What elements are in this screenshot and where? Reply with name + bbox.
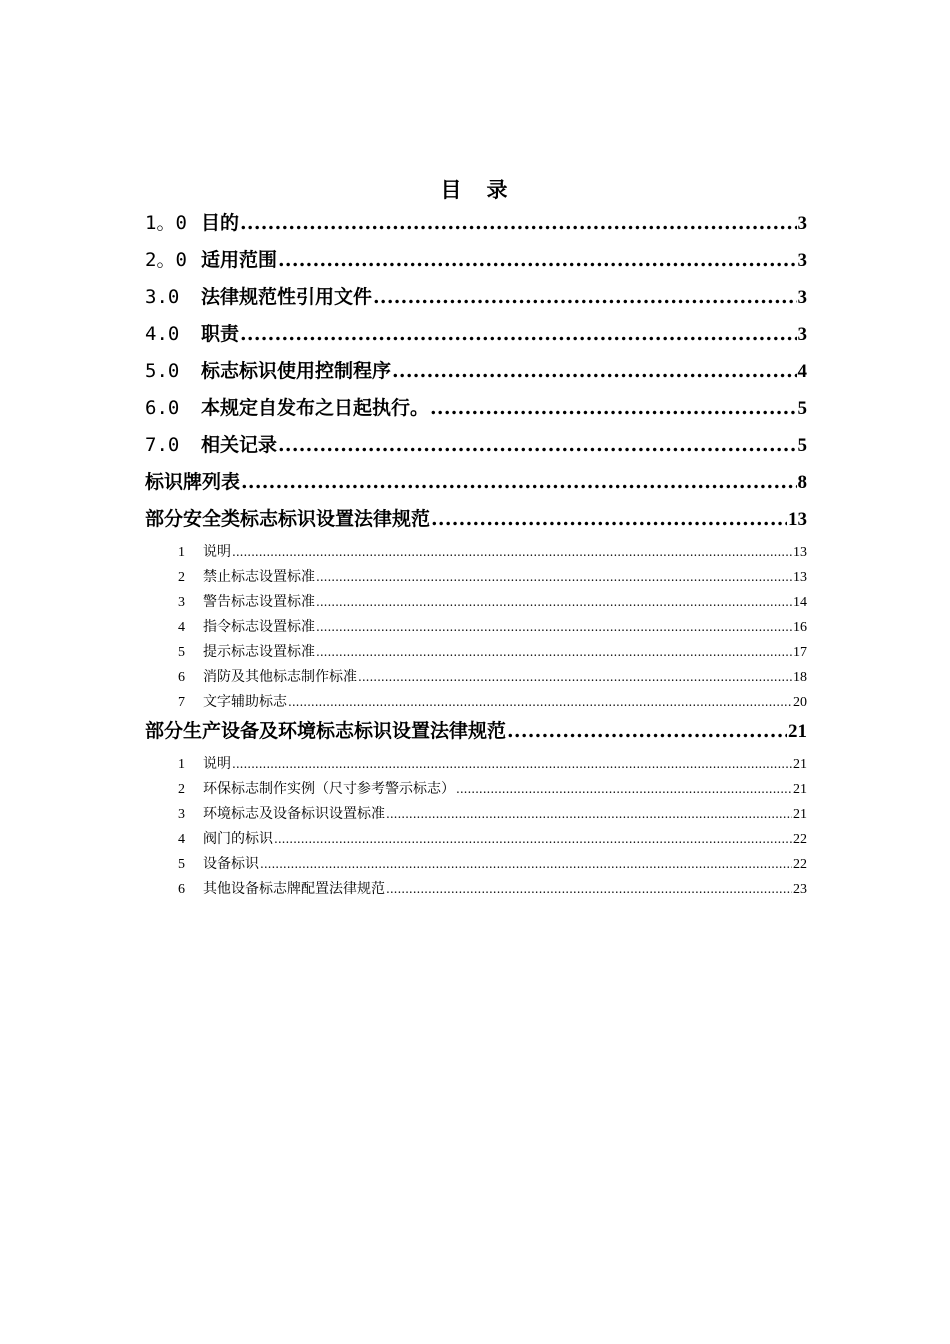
toc-entry[interactable] [145,393,807,430]
toc-leader-dots [392,360,796,382]
toc-entry[interactable] [145,504,807,541]
toc-entry[interactable] [145,282,807,319]
toc-leader-dots [278,434,796,456]
table-of-contents [145,208,807,903]
toc-entry-page: 22 [793,832,807,847]
toc-entry-page: 4 [797,361,807,382]
toc-entry-number: 5 [178,857,185,872]
toc-entry[interactable] [145,541,807,566]
toc-entry-label: 适用范围 [201,249,278,271]
toc-entry[interactable] [145,430,807,467]
toc-entry-title [145,282,372,309]
toc-entry-page: 5 [797,435,807,456]
toc-entry-page: 21 [793,807,807,822]
toc-entry-title [145,319,239,346]
toc-entry-page: 20 [793,695,807,710]
toc-entry-number: 1 [178,757,185,772]
toc-entry-number: 2 [178,782,185,797]
toc-entry-title [178,778,455,798]
toc-entry-label: 本规定自发布之日起执行。 [201,397,430,419]
toc-entry-page: 13 [793,545,807,560]
toc-entry-title [178,666,357,686]
toc-leader-dots [240,323,796,345]
toc-entry-page: 3 [797,287,807,308]
toc-entry-label: 相关记录 [201,434,278,456]
toc-entry-label: 指令标志设置标准 [203,619,315,635]
toc-entry-label: 标志标识使用控制程序 [201,360,392,382]
toc-entry[interactable] [145,778,807,803]
toc-entry-number: 3.0 [145,286,180,308]
toc-entry-title [178,541,231,561]
toc-entry[interactable] [145,878,807,903]
toc-entry-title [178,803,385,823]
toc-entry-page: 16 [793,620,807,635]
toc-leader-dots [358,670,792,684]
toc-entry-number: 3 [178,807,185,822]
toc-entry[interactable] [145,245,807,282]
toc-entry-title [178,641,315,661]
toc-title: 目 录 [440,177,510,202]
toc-leader-dots [278,249,796,271]
toc-entry[interactable] [145,691,807,716]
toc-entry-number: 1 [178,545,185,560]
toc-leader-dots [240,212,796,234]
toc-entry-title [145,393,429,420]
toc-entry-page: 17 [793,645,807,660]
toc-entry-page: 23 [793,882,807,897]
toc-entry-page: 3 [797,213,807,234]
toc-entry-number: 6.0 [145,397,180,419]
toc-entry[interactable] [145,467,807,504]
toc-entry-label: 说明 [203,544,231,560]
toc-leader-dots [431,508,787,530]
toc-entry-number: 2 [178,570,185,585]
toc-entry-page: 21 [788,721,807,742]
toc-entry-title [145,504,430,531]
toc-entry-production-heading[interactable] [145,716,807,753]
toc-entry-label: 法律规范性引用文件 [201,286,373,308]
toc-entry-title [145,208,239,235]
toc-entry-page: 8 [797,472,807,493]
toc-entry[interactable] [145,591,807,616]
toc-entry-title [145,467,240,494]
toc-entry-label: 警告标志设置标准 [203,594,315,610]
toc-entry[interactable] [145,853,807,878]
toc-entry-page: 21 [793,757,807,772]
toc-entry-label: 说明 [203,756,231,772]
toc-entry-number: 6 [178,670,185,685]
toc-entry-title [178,591,315,611]
toc-entry-number: 1。0 [145,212,187,234]
toc-entry-title [178,616,315,636]
toc-entry-label: 目的 [201,212,240,234]
toc-entry-label: 文字辅助标志 [203,694,287,710]
toc-entry-title [145,356,391,383]
toc-entry-page: 5 [797,398,807,419]
toc-entry[interactable] [145,208,807,245]
toc-entry-label: 标识牌列表 [145,471,241,493]
toc-leader-dots [316,570,792,584]
toc-entry-title [178,566,315,586]
toc-entry-number: 4.0 [145,323,180,345]
toc-entry[interactable] [145,828,807,853]
toc-entry[interactable] [145,356,807,393]
toc-leader-dots [316,620,792,634]
toc-leader-dots [373,286,796,308]
toc-entry[interactable] [145,641,807,666]
toc-leader-dots [386,807,792,821]
toc-entry-page: 3 [797,250,807,271]
toc-entry-page: 22 [793,857,807,872]
toc-entry-page: 21 [793,782,807,797]
toc-leader-dots [386,882,792,896]
toc-entry-label: 其他设备标志牌配置法律规范 [203,881,385,897]
toc-entry-title [145,430,277,457]
toc-entry-number: 7 [178,695,185,710]
toc-entry-number: 4 [178,832,185,847]
toc-leader-dots [507,720,787,742]
toc-entry[interactable] [145,666,807,691]
toc-entry-label: 部分安全类标志标识设置法律规范 [145,508,431,530]
toc-entry-title [178,853,259,873]
toc-entry-page: 13 [788,509,807,530]
toc-leader-dots [456,782,792,796]
toc-entry-number: 4 [178,620,185,635]
toc-entry-title [178,878,385,898]
toc-entry-label: 环保标志制作实例（尺寸参考警示标志） [203,781,455,797]
toc-leader-dots [316,595,792,609]
toc-entry-label: 禁止标志设置标准 [203,569,315,585]
toc-leader-dots [232,757,792,771]
toc-entry-number: 5.0 [145,360,180,382]
toc-entry[interactable] [145,616,807,641]
toc-entry-label: 阀门的标识 [203,831,273,847]
toc-entry-label: 设备标识 [203,856,259,872]
toc-entry-label: 消防及其他标志制作标准 [203,669,357,685]
toc-entry-label: 部分生产设备及环境标志标识设置法律规范 [145,720,507,742]
toc-entry-number: 6 [178,882,185,897]
toc-leader-dots [260,857,792,871]
toc-entry-number: 7.0 [145,434,180,456]
toc-entry[interactable] [145,803,807,828]
toc-entry-page: 3 [797,324,807,345]
toc-entry[interactable] [145,319,807,356]
toc-entry-title [178,753,231,773]
toc-entry[interactable] [145,753,807,778]
toc-entry-page: 13 [793,570,807,585]
toc-entry-page: 18 [793,670,807,685]
toc-entry-page: 14 [793,595,807,610]
toc-entry-title [145,245,277,272]
toc-entry-number: 5 [178,645,185,660]
toc-leader-dots [316,645,792,659]
toc-entry-title [178,691,287,711]
toc-entry-title [178,828,273,848]
toc-entry-number: 2。0 [145,249,187,271]
toc-leader-dots [288,695,792,709]
toc-entry-label: 职责 [201,323,240,345]
toc-leader-dots [430,397,796,419]
toc-entry[interactable] [145,566,807,591]
toc-leader-dots [274,832,792,846]
toc-leader-dots [241,471,796,493]
toc-leader-dots [232,545,792,559]
toc-entry-label: 环境标志及设备标识设置标准 [203,806,385,822]
toc-entry-number: 3 [178,595,185,610]
toc-entry-label: 提示标志设置标准 [203,644,315,660]
